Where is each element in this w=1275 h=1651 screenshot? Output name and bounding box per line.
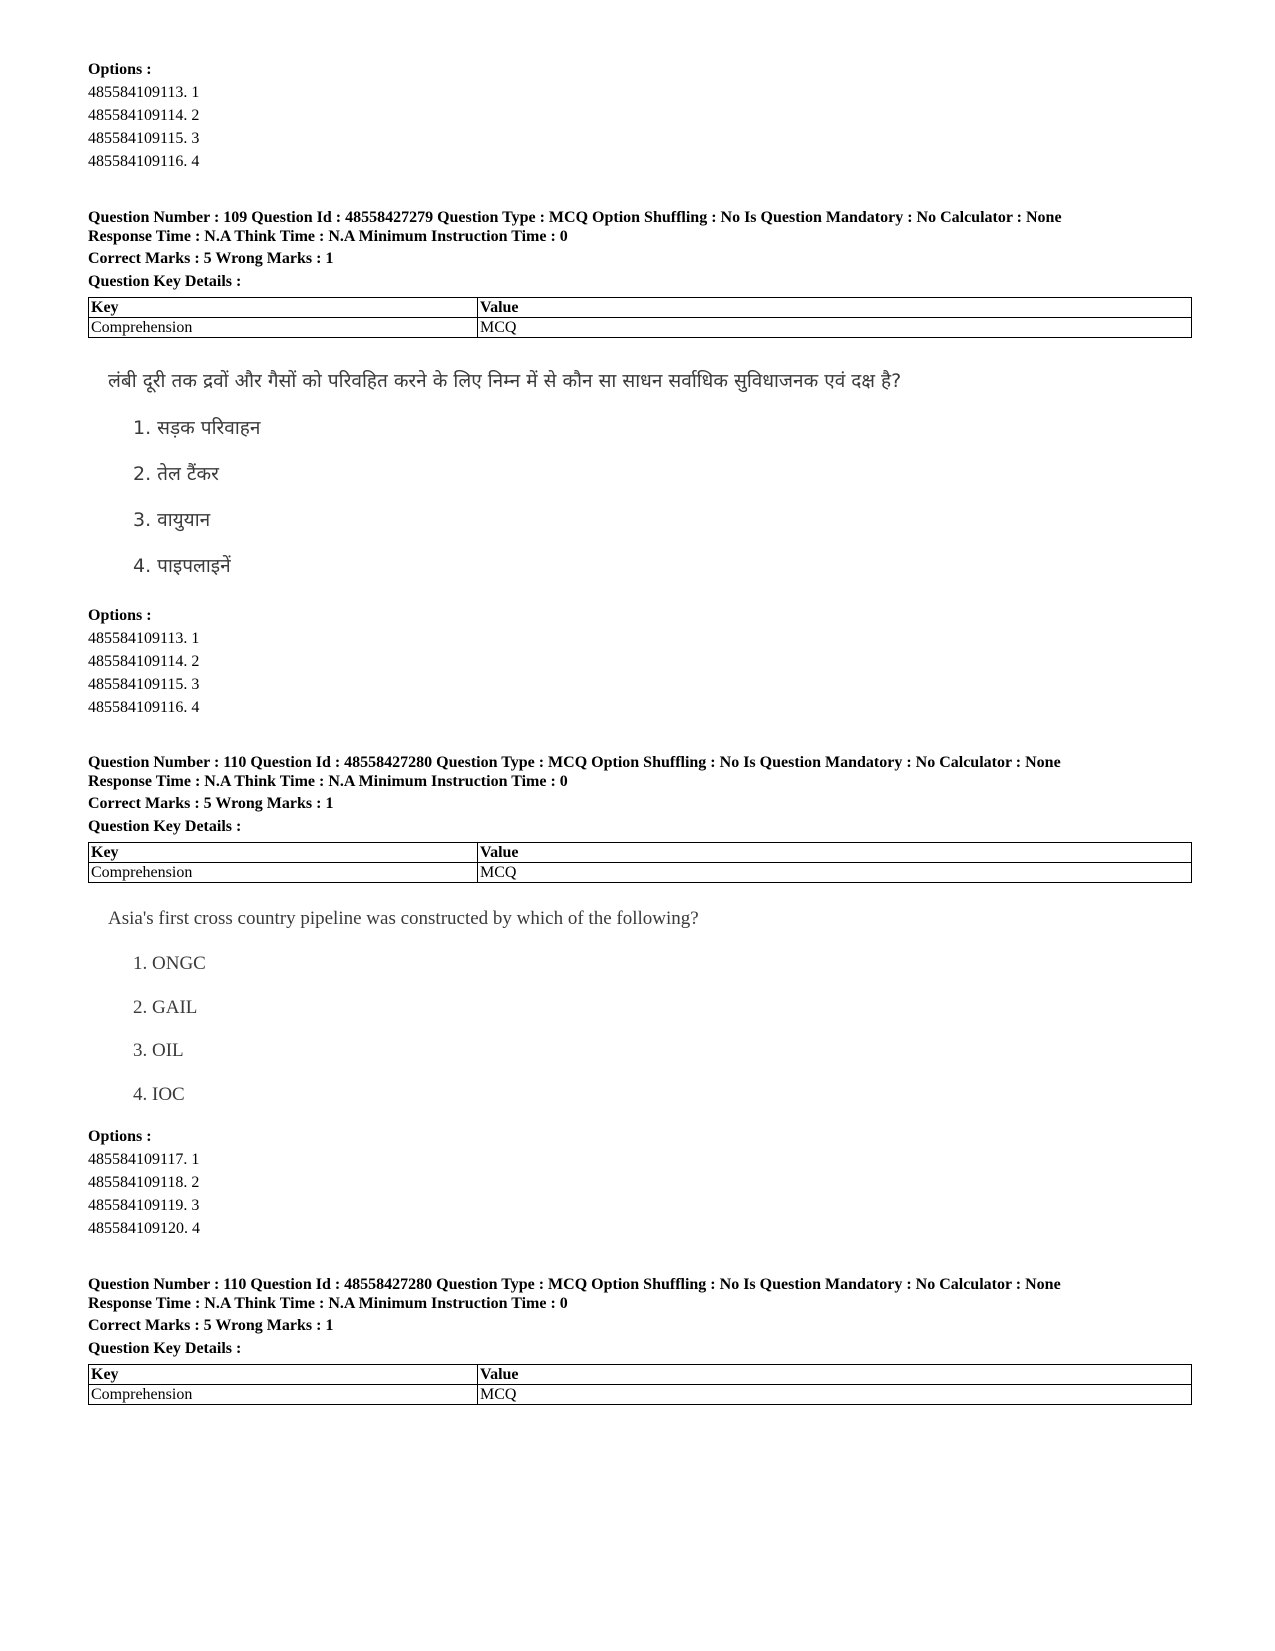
table-header-key: Key bbox=[89, 298, 478, 318]
choice-item: 4. पाइपलाइनें bbox=[133, 555, 231, 577]
question-text: Asia's first cross country pipeline was constructed by which of the following? bbox=[108, 908, 699, 929]
option-line: 485584109118. 2 bbox=[88, 1174, 200, 1191]
table-header-key: Key bbox=[89, 843, 478, 863]
option-line: 485584109116. 4 bbox=[88, 153, 200, 170]
key-details-table bbox=[88, 842, 1192, 883]
table-cell-key: Comprehension bbox=[89, 863, 478, 883]
choice-item: 2. GAIL bbox=[133, 997, 198, 1018]
question-meta: Question Number : 109 Question Id : 48558427279 Question Type : MCQ Option Shuffling : No Is Question Mandatory : No Calculator : None bbox=[88, 209, 1062, 226]
option-line: 485584109117. 1 bbox=[88, 1151, 200, 1168]
choice-item: 2. तेल टैंकर bbox=[133, 463, 219, 485]
option-line: 485584109115. 3 bbox=[88, 676, 200, 693]
key-details-heading: Question Key Details : bbox=[88, 1340, 242, 1357]
table-header-value: Value bbox=[478, 298, 1192, 318]
option-line: 485584109113. 1 bbox=[88, 630, 200, 647]
question-marks: Correct Marks : 5 Wrong Marks : 1 bbox=[88, 250, 334, 267]
question-marks: Correct Marks : 5 Wrong Marks : 1 bbox=[88, 795, 334, 812]
option-line: 485584109114. 2 bbox=[88, 653, 200, 670]
question-meta: Question Number : 110 Question Id : 48558427280 Question Type : MCQ Option Shuffling : No Is Question Mandatory : No Calculator : None bbox=[88, 1276, 1061, 1293]
question-marks: Correct Marks : 5 Wrong Marks : 1 bbox=[88, 1317, 334, 1334]
key-details-table bbox=[88, 297, 1192, 338]
options-heading: Options : bbox=[88, 1128, 152, 1145]
option-line: 485584109114. 2 bbox=[88, 107, 200, 124]
table-header-value: Value bbox=[478, 843, 1192, 863]
choice-item: 3. OIL bbox=[133, 1040, 184, 1061]
question-text: लंबी दूरी तक द्रवों और गैसों को परिवहित करने के लिए निम्न में से कौन सा साधन सर्वाधिक सुविधाजनक एवं दक्ष है? bbox=[108, 370, 902, 392]
table-cell-value: MCQ bbox=[478, 1385, 1192, 1405]
question-meta-times: Response Time : N.A Think Time : N.A Minimum Instruction Time : 0 bbox=[88, 228, 568, 245]
table-header-key: Key bbox=[89, 1365, 478, 1385]
option-line: 485584109120. 4 bbox=[88, 1220, 200, 1237]
table-cell-key: Comprehension bbox=[89, 318, 478, 338]
choice-item: 3. वायुयान bbox=[133, 509, 211, 531]
table-cell-value: MCQ bbox=[478, 318, 1192, 338]
table-cell-key: Comprehension bbox=[89, 1385, 478, 1405]
question-meta-times: Response Time : N.A Think Time : N.A Minimum Instruction Time : 0 bbox=[88, 773, 568, 790]
options-heading: Options : bbox=[88, 61, 152, 78]
question-meta-times: Response Time : N.A Think Time : N.A Minimum Instruction Time : 0 bbox=[88, 1295, 568, 1312]
key-details-heading: Question Key Details : bbox=[88, 273, 242, 290]
table-header-value: Value bbox=[478, 1365, 1192, 1385]
key-details-heading: Question Key Details : bbox=[88, 818, 242, 835]
option-line: 485584109115. 3 bbox=[88, 130, 200, 147]
table-cell-value: MCQ bbox=[478, 863, 1192, 883]
option-line: 485584109113. 1 bbox=[88, 84, 200, 101]
choice-item: 4. IOC bbox=[133, 1084, 185, 1105]
choice-item: 1. ONGC bbox=[133, 953, 206, 974]
key-details-table bbox=[88, 1364, 1192, 1405]
options-heading: Options : bbox=[88, 607, 152, 624]
option-line: 485584109116. 4 bbox=[88, 699, 200, 716]
choice-item: 1. सड़क परिवाहन bbox=[133, 417, 261, 439]
option-line: 485584109119. 3 bbox=[88, 1197, 200, 1214]
question-meta: Question Number : 110 Question Id : 48558427280 Question Type : MCQ Option Shuffling : No Is Question Mandatory : No Calculator : None bbox=[88, 754, 1061, 771]
